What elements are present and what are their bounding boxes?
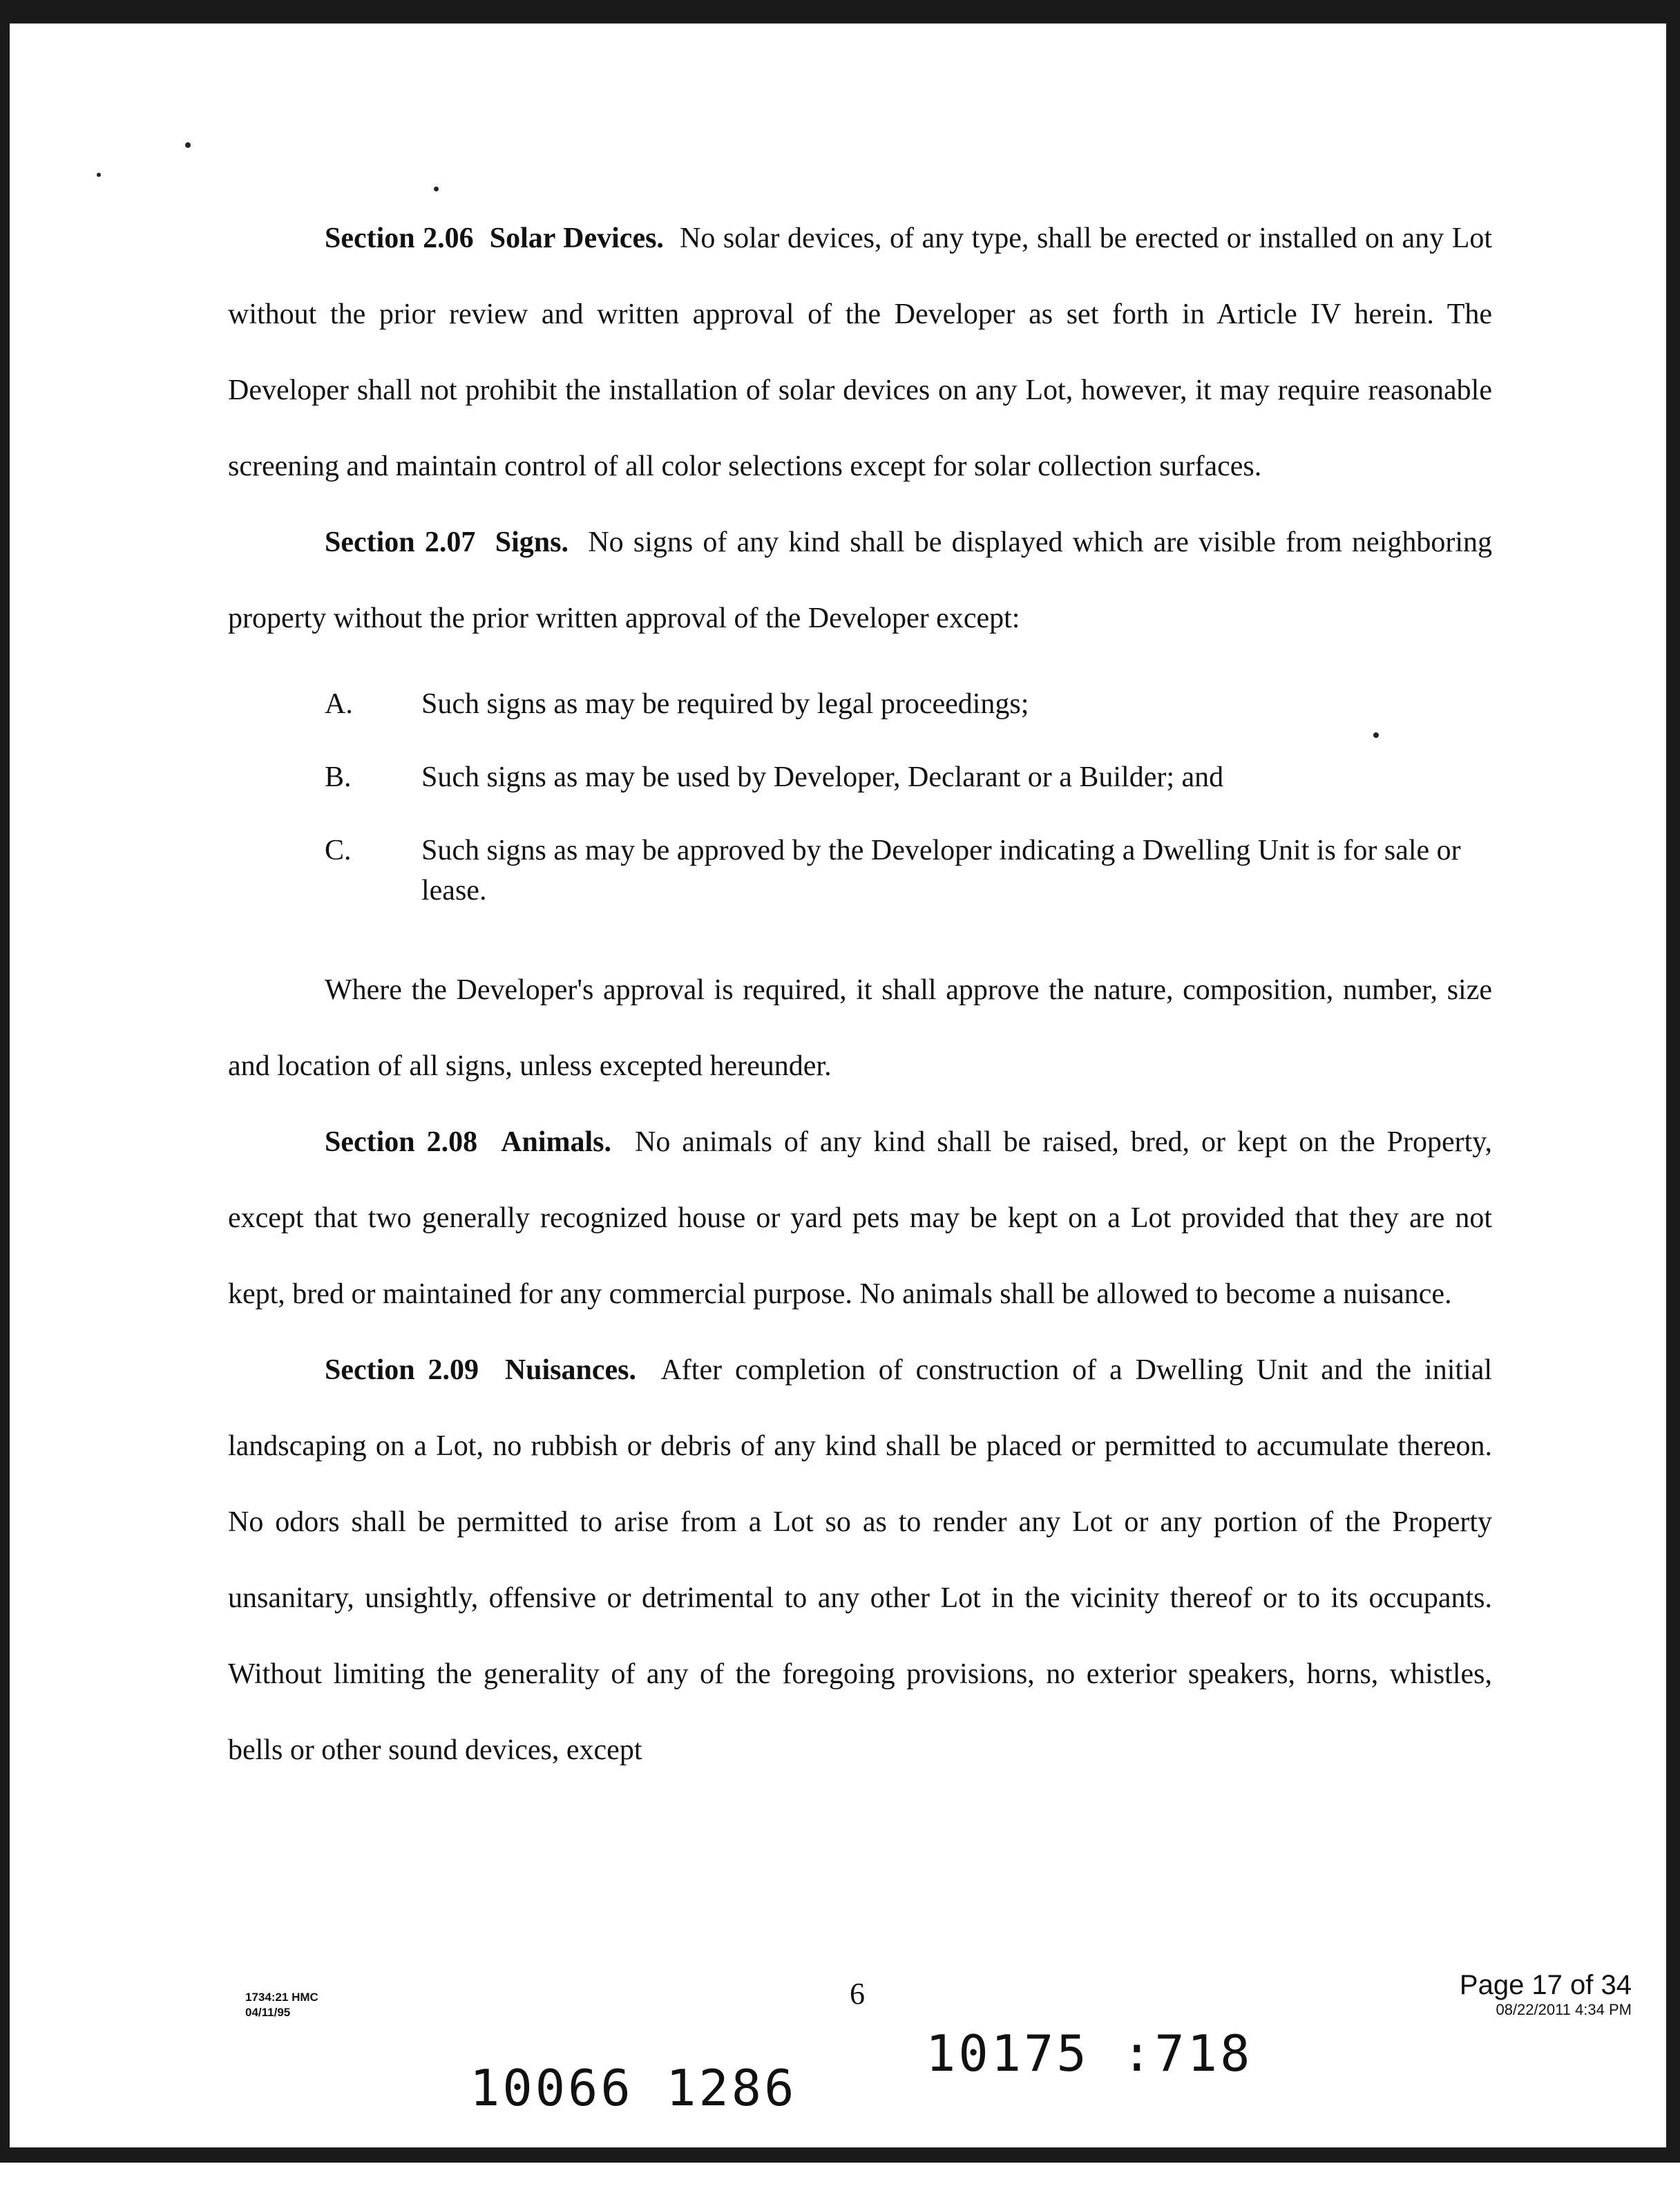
list-text: Such signs as may be required by legal proceedings; [421, 688, 1029, 720]
scan-speck [97, 173, 101, 177]
scan-edge-top [0, 0, 1680, 23]
page-number: 6 [850, 1977, 865, 2011]
sign-exceptions-list [228, 684, 1492, 911]
list-text: Such signs as may be used by Developer, Declarant or a Builder; and [421, 761, 1224, 793]
list-item [228, 757, 1492, 797]
section-2-08 [228, 1104, 1492, 1332]
list-item [228, 831, 1492, 911]
list-text: Such signs as may be approved by the Developer indicating a Dwelling Unit is for sale or lease. [421, 835, 1461, 907]
section-body: No animals of any kind shall be raised, bred, or kept on the Property, except that two generally recognized house or yard pets may be kept on a Lot provided that they are not kept, bred or maintained for any commercial purpose. No animals shall be allowed to become a nuisance. [228, 1126, 1493, 1310]
signs-followup-paragraph: Where the Developer's approval is required, it shall approve the nature, composition, number, size and location of all signs, unless excepted hereunder. [228, 974, 1492, 1082]
stamp-datetime: 08/22/2011 4:34 PM [1496, 2001, 1632, 2018]
section-2-06 [228, 200, 1492, 504]
list-item [228, 684, 1492, 724]
book-reference-left: 10066 1286 [470, 2059, 797, 2117]
book-reference-right: 10175 :718 [926, 2024, 1253, 2082]
scan-speck [185, 142, 191, 148]
section-title: Nuisances. [504, 1354, 637, 1386]
section-body: No signs of any kind shall be displayed which are visible from neighboring property without the prior written approval of the Developer except: [228, 526, 1492, 634]
document-page [228, 200, 1492, 1788]
section-number: Section 2.09 [325, 1354, 479, 1386]
document-code [245, 1990, 452, 2020]
section-body: No solar devices, of any type, shall be erected or installed on any Lot without the prior review and written approval of the Developer as set forth in Article IV herein. The Developer shall not prohibit the installation of solar devices on any Lot, however, it may require reasonable screening and maintain control of all color selections except for solar collection surfaces. [228, 222, 1493, 482]
section-number: Section 2.06 [325, 222, 474, 254]
section-title: Solar Devices. [489, 222, 664, 254]
page-stamp [1460, 1969, 1632, 2019]
scan-edge-bottom-bar [0, 2147, 1680, 2163]
scan-edge-left [0, 0, 10, 2211]
section-2-09 [228, 1332, 1492, 1788]
document-code-date: 04/11/95 [245, 2006, 291, 2019]
list-letter: A. [325, 688, 353, 720]
document-code-line: 1734:21 HMC [245, 1991, 318, 2004]
section-title: Signs. [495, 526, 569, 558]
stamp-page-count: Page 17 of 34 [1459, 1970, 1632, 2000]
list-letter: B. [325, 761, 352, 793]
section-body: After completion of construction of a Dwelling Unit and the initial landscaping on a Lot, no rubbish or debris of any kind shall be placed or permitted to accumulate thereon. No odors shall be permitted to arise from a Lot so as to render any Lot or any portion of the Property unsanitary, unsightly, offensive or detrimental to any other Lot in the vicinity thereof or to its occupants. Without limiting the generality of any of the foregoing provisions, no exterior speakers, horns, whistles, bells or other sound devices, except [228, 1354, 1493, 1766]
section-number: Section 2.07 [325, 526, 476, 558]
list-letter: C. [325, 835, 352, 866]
section-number: Section 2.08 [325, 1126, 478, 1158]
scan-speck [434, 187, 439, 191]
scan-edge-right [1666, 0, 1680, 2211]
section-title: Animals. [501, 1126, 611, 1158]
section-2-07 [228, 504, 1492, 656]
